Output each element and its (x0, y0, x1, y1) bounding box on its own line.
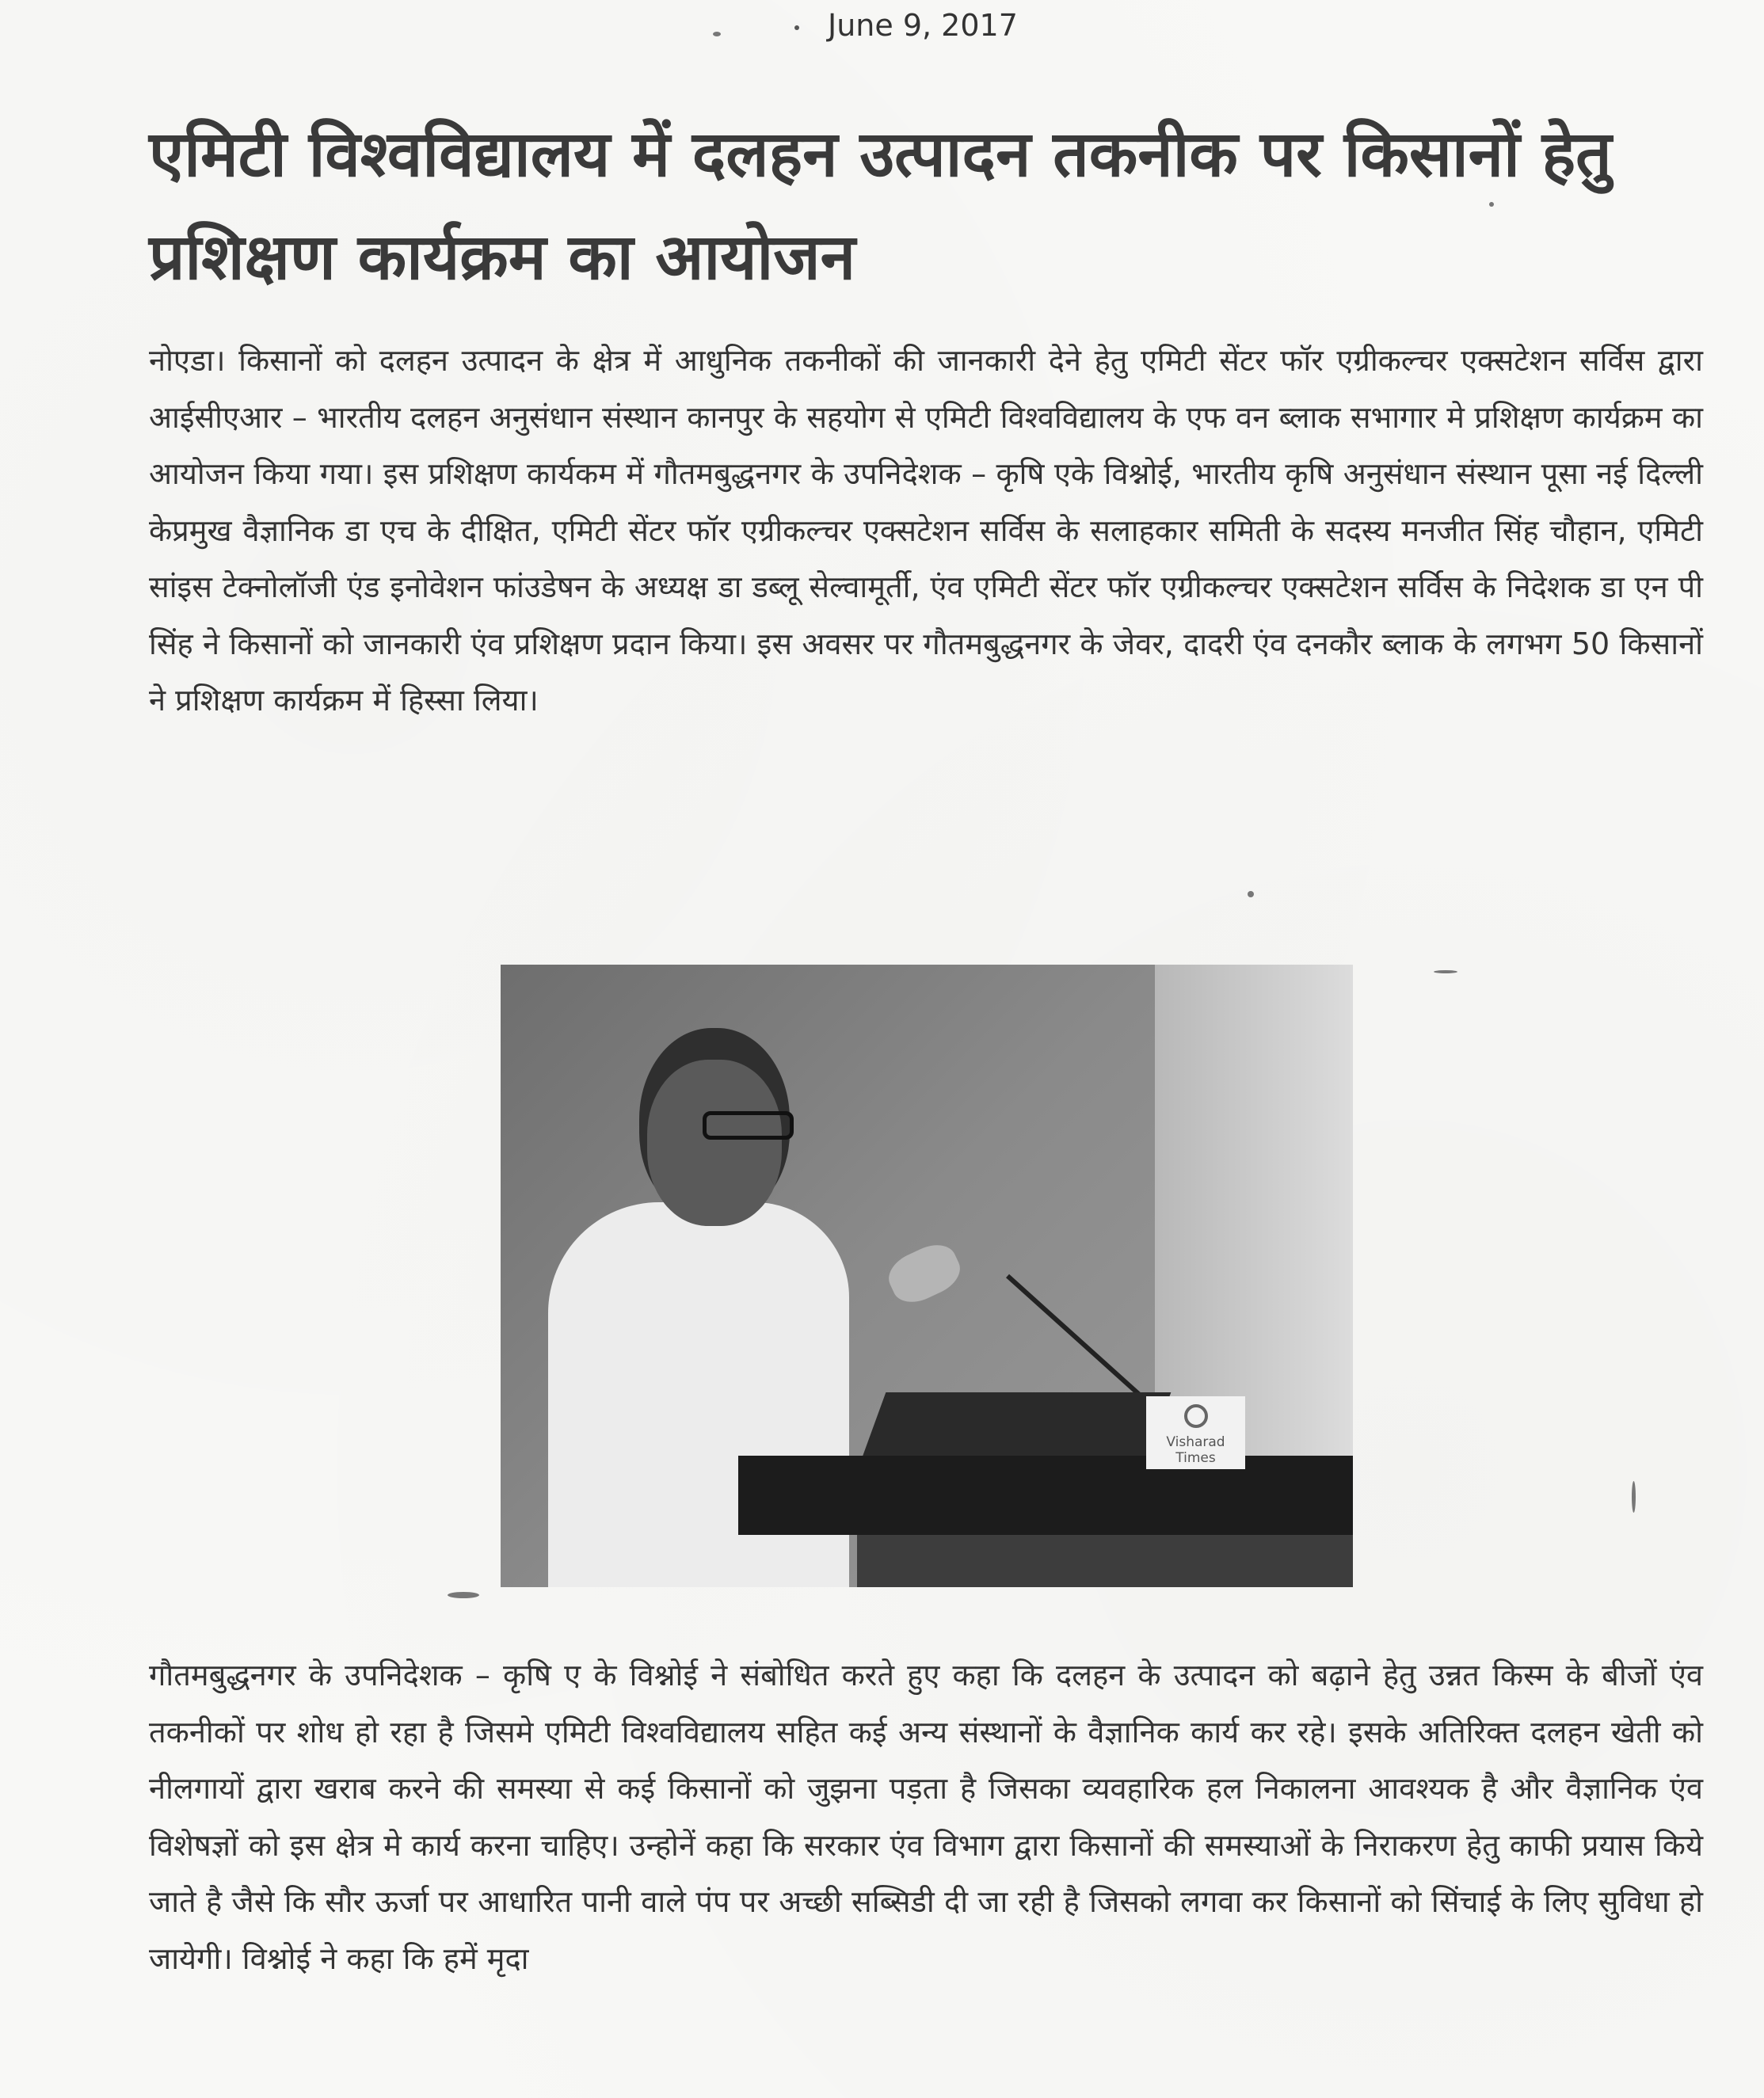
scan-speck (1489, 202, 1494, 207)
article-paragraph-1: नोएडा। किसानों को दलहन उत्पादन के क्षेत्र में आधुनिक तकनीकों की जानकारी देने हेतु एमिटी सेंटर फॉर एग्रीकल्चर एक्सटेशन सर्विस द्वारा आईसीएआर – भारतीय दलहन अनुसंधान संस्थान कानपुर के सहयोग से एमिटी विश्वविद्यालय के एफ वन ब्लाक सभागार मे प्रशिक्षण कार्यक्रम का आयोजन किया गया। इस प्रशिक्षण कार्यकम में गौतमबुद्धनगर के उपनिदेशक – कृषि एके विश्नोई, भारतीय कृषि अनुसंधान संस्थान पूसा नई दिल्ली केप्रमुख वैज्ञानिक डा एच के दीक्षित, एमिटी सेंटर फॉर एग्रीकल्चर एक्सटेशन सर्विस के सलाहकार समिती के सदस्य मनजीत सिंह चौहान, एमिटी सांइस टेक्नोलॉजी एंड इनोवेशन फांउडेषन के अध्यक्ष डा डब्लू सेल्वामूर्ती, एंव एमिटी सेंटर फॉर एग्रीकल्चर एक्सटेशन सर्विस के निदेशक डा एन पी सिंह ने किसानों को जानकारी एंव प्रशिक्षण प्रदान किया। इस अवसर पर गौतमबुद्धनगर के जेवर, दादरी एंव दनकौर ब्लाक के लगभग 50 किसानों ने प्रशिक्षण कार्यक्रम में हिस्सा लिया। (149, 343, 1703, 718)
publication-date: June 9, 2017 (828, 8, 1018, 43)
visharad-times-logo-icon (1184, 1404, 1208, 1428)
laptop-icon (860, 1392, 1172, 1464)
scan-speck (1632, 1481, 1636, 1513)
photo-podium-base (857, 1535, 1353, 1587)
article-headline: एमिटी विश्वविद्यालय में दलहन उत्पादन तकनीक पर किसानों हेतु प्रशिक्षण कार्यक्रम का आयोजन (149, 117, 1612, 294)
photo-podium (738, 1456, 1353, 1535)
bullet-dot (794, 25, 799, 30)
article-photo (501, 965, 1353, 1587)
scan-speck (1434, 970, 1457, 973)
scan-speck (1248, 891, 1254, 897)
scan-speck (713, 32, 721, 36)
article-paragraph-2: गौतमबुद्धनगर के उपनिदेशक – कृषि ए के विश्नोई ने संबोधित करते हुए कहा कि दलहन के उत्पादन को बढ़ाने हेतु उन्नत किस्म के बीजों एंव तकनीकों पर शोध हो रहा है जिसमे एमिटी विश्वविद्यालय सहित कई अन्य संस्थानों के वैज्ञानिक कार्य कर रहे। इसके अतिरिक्त दलहन खेती को नीलगायों द्वारा खराब करने की समस्या से कई किसानों को जुझना पड़ता है जिसका व्यवहारिक हल निकालना आवश्यक है और वैज्ञानिक एंव विशेषज्ञों को इस क्षेत्र मे कार्य करना चाहिए। उन्होनें कहा कि सरकार एंव विभाग द्वारा किसानों की समस्याओं के निराकरण हेतु काफी प्रयास किये जाते है जैसे कि सौर ऊर्जा पर आधारित पानी वाले पंप पर अच्छी सब्सिडी दी जा रही है जिसको लगवा कर किसानों को सिंचाई के लिए सुविधा हो जायेगी। विश्नोई ने कहा कि हमें मृदा (149, 1658, 1703, 1976)
photo-speaker-face (647, 1060, 782, 1226)
watermark-text: Visharad Times (1166, 1434, 1225, 1466)
watermark-badge (1146, 1396, 1245, 1469)
photo-glasses (703, 1111, 794, 1140)
scan-speck (448, 1592, 479, 1598)
photo-speaker-hand (882, 1237, 967, 1310)
